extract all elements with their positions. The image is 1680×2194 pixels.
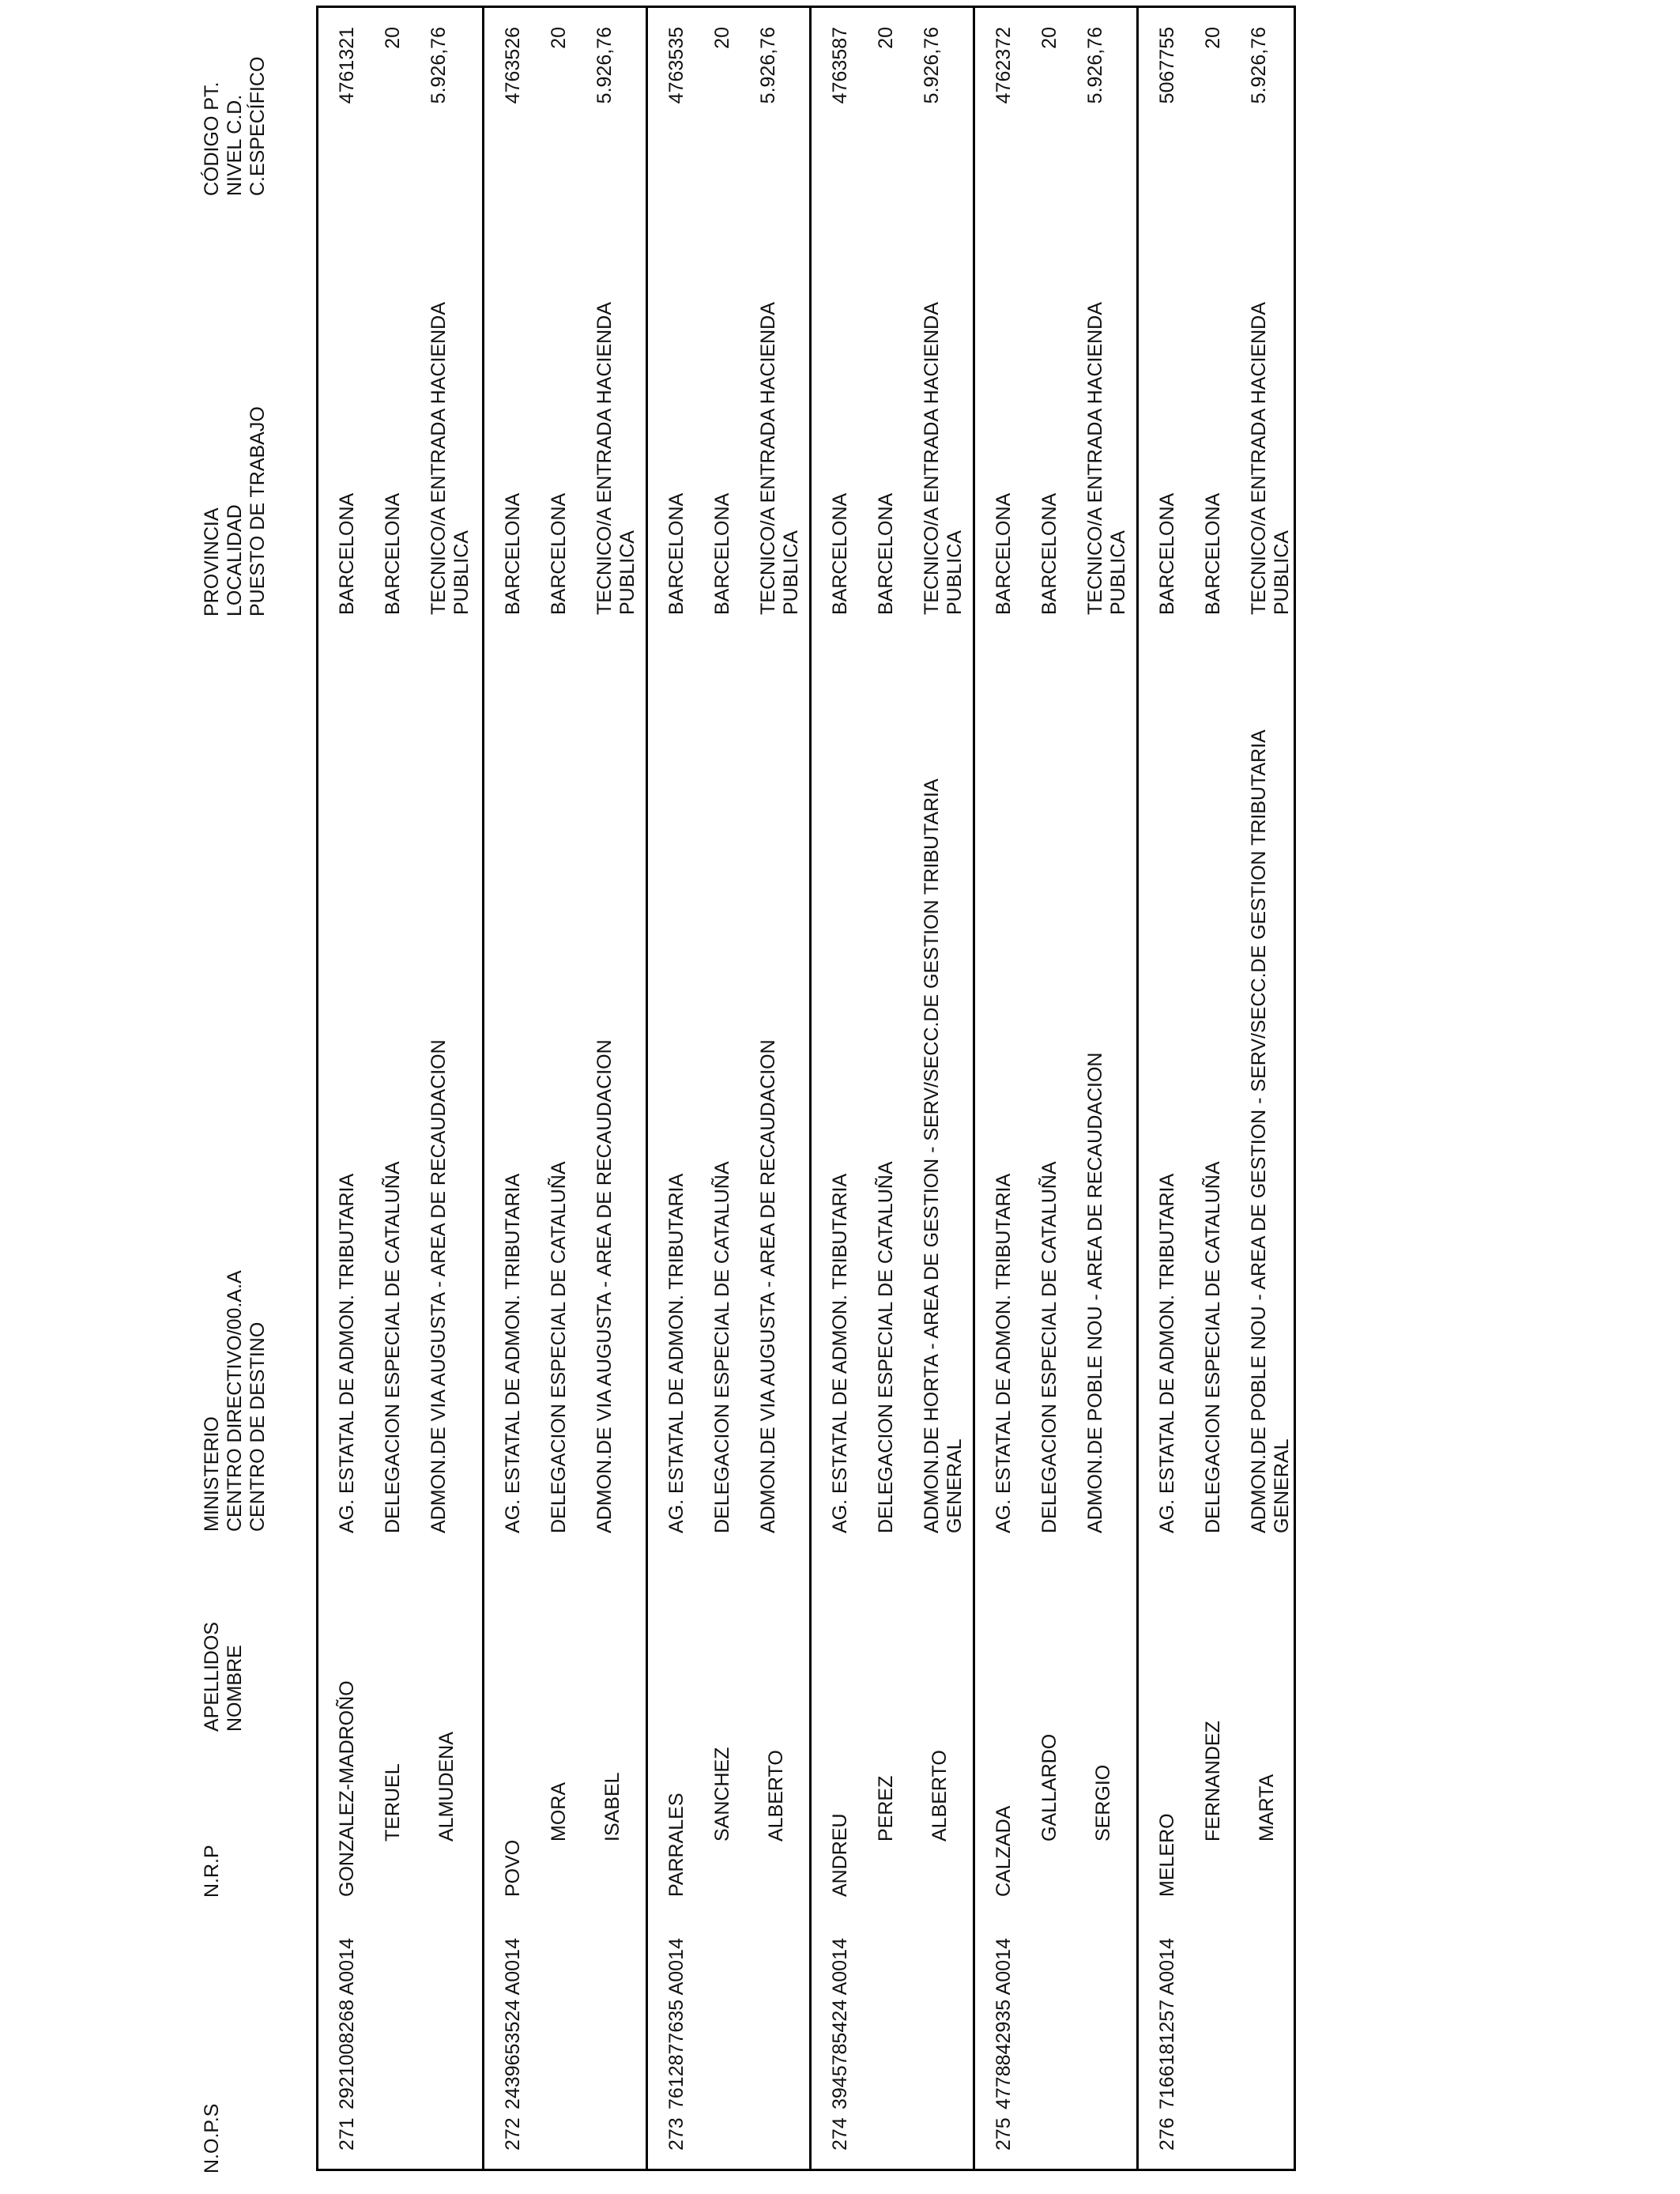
apellido1-cell: POVO: [502, 1839, 524, 1897]
ministerio-cell: AG. ESTATAL DE ADMON. TRIBUTARIA: [502, 1173, 524, 1533]
apellido1-cell: GONZALEZ-MADROÑO: [336, 1680, 358, 1897]
nops-cell: 271: [336, 2117, 358, 2151]
centro-directivo-cell: DELEGACION ESPECIAL DE CATALUÑA: [548, 1161, 570, 1533]
codigo-cell: 4762372: [993, 27, 1015, 104]
nrp-cell: 2439653524 A0014: [502, 1938, 524, 2109]
nops-cell: 272: [502, 2117, 524, 2151]
apellido1-cell: ANDREU: [829, 1813, 851, 1897]
localidad-cell: BARCELONA: [1202, 492, 1224, 615]
table-header: [201, 0, 303, 2194]
nivel-cell: 20: [1038, 27, 1060, 49]
provincia-cell: BARCELONA: [1156, 492, 1178, 615]
centro-destino-cell: ADMON.DE VIA AUGUSTA - AREA DE RECAUDACION: [593, 1039, 616, 1533]
ministerio-cell: AG. ESTATAL DE ADMON. TRIBUTARIA: [336, 1173, 358, 1533]
puesto-cell: TECNICO/A ENTRADA HACIENDA PUBLICA: [428, 303, 473, 615]
centro-directivo-cell: DELEGACION ESPECIAL DE CATALUÑA: [1202, 1161, 1224, 1533]
ministerio-cell: AG. ESTATAL DE ADMON. TRIBUTARIA: [829, 1173, 851, 1533]
localidad-cell: BARCELONA: [875, 492, 897, 615]
provincia-cell: BARCELONA: [829, 492, 851, 615]
nombre-cell: ALBERTO: [765, 1750, 787, 1842]
nivel-cell: 20: [875, 27, 897, 49]
apellido1-cell: PARRALES: [665, 1793, 687, 1897]
codigo-cell: 4763526: [502, 27, 524, 104]
puesto-cell: TECNICO/A ENTRADA HACIENDA PUBLICA: [757, 303, 802, 615]
nrp-cell: 3945785424 A0014: [829, 1938, 851, 2109]
puesto-cell: TECNICO/A ENTRADA HACIENDA PUBLICA: [1248, 303, 1293, 615]
localidad-cell: BARCELONA: [1038, 492, 1060, 615]
apellido2-cell: GALLARDO: [1038, 1733, 1060, 1842]
apellido1-cell: MELERO: [1156, 1813, 1178, 1897]
table-row: [318, 8, 482, 2169]
nops-cell: 274: [829, 2117, 851, 2151]
ministerio-cell: AG. ESTATAL DE ADMON. TRIBUTARIA: [665, 1173, 687, 1533]
localidad-cell: BARCELONA: [548, 492, 570, 615]
header-codigo: CÓDIGO PT. NIVEL C.D. C.ESPECÍFICO: [201, 56, 269, 196]
apellido2-cell: MORA: [548, 1782, 570, 1842]
table-row: [1136, 8, 1300, 2169]
localidad-cell: BARCELONA: [382, 492, 404, 615]
apellido2-cell: FERNANDEZ: [1202, 1721, 1224, 1842]
centro-destino-cell: ADMON.DE POBLE NOU - AREA DE RECAUDACION: [1084, 1052, 1106, 1533]
codigo-cell: 5067755: [1156, 27, 1178, 104]
nrp-cell: 2921008268 A0014: [336, 1938, 358, 2109]
codigo-cell: 4763587: [829, 27, 851, 104]
puesto-cell: TECNICO/A ENTRADA HACIENDA PUBLICA: [921, 303, 966, 615]
nrp-cell: 7612877635 A0014: [665, 1938, 687, 2109]
centro-destino-cell: ADMON.DE VIA AUGUSTA - AREA DE RECAUDACION: [428, 1039, 450, 1533]
codigo-cell: 4763535: [665, 27, 687, 104]
header-nops: N.O.P.S: [201, 2103, 223, 2173]
ministerio-cell: AG. ESTATAL DE ADMON. TRIBUTARIA: [993, 1173, 1015, 1533]
centro-directivo-cell: DELEGACION ESPECIAL DE CATALUÑA: [711, 1161, 733, 1533]
table-row: [973, 8, 1136, 2169]
centro-directivo-cell: DELEGACION ESPECIAL DE CATALUÑA: [875, 1161, 897, 1533]
apellido2-cell: SANCHEZ: [711, 1747, 733, 1842]
especifico-cell: 5.926,76: [1084, 27, 1106, 104]
nops-cell: 275: [993, 2117, 1015, 2151]
codigo-cell: 4761321: [336, 27, 358, 104]
nivel-cell: 20: [382, 27, 404, 49]
centro-destino-cell: ADMON.DE HORTA - AREA DE GESTION - SERV/SECC.DE GESTION TRIBUTARIA GENERAL: [921, 779, 966, 1533]
puesto-cell: TECNICO/A ENTRADA HACIENDA PUBLICA: [593, 303, 638, 615]
nrp-cell: 4778842935 A0014: [993, 1938, 1015, 2109]
apellido1-cell: CALZADA: [993, 1805, 1015, 1897]
apellido2-cell: PEREZ: [875, 1775, 897, 1842]
nombre-cell: MARTA: [1256, 1774, 1278, 1842]
table-row: [809, 8, 973, 2169]
apellido2-cell: TERUEL: [382, 1763, 404, 1842]
centro-destino-cell: ADMON.DE POBLE NOU - AREA DE GESTION - SERV/SECC.DE GESTION TRIBUTARIA GENERAL: [1248, 730, 1293, 1533]
nivel-cell: 20: [711, 27, 733, 49]
centro-destino-cell: ADMON.DE VIA AUGUSTA - AREA DE RECAUDACION: [757, 1039, 779, 1533]
nombre-cell: ISABEL: [601, 1772, 623, 1842]
header-apellidos: APELLIDOS NOMBRE: [201, 1622, 246, 1732]
nops-cell: 273: [665, 2117, 687, 2151]
provincia-cell: BARCELONA: [665, 492, 687, 615]
nombre-cell: SERGIO: [1092, 1764, 1114, 1842]
nrp-cell: 7166181257 A0014: [1156, 1938, 1178, 2109]
nivel-cell: 20: [548, 27, 570, 49]
header-provincia: PROVINCIA LOCALIDAD PUESTO DE TRABAJO: [201, 406, 269, 616]
especifico-cell: 5.926,76: [921, 27, 943, 104]
localidad-cell: BARCELONA: [711, 492, 733, 615]
especifico-cell: 5.926,76: [1248, 27, 1270, 104]
centro-directivo-cell: DELEGACION ESPECIAL DE CATALUÑA: [382, 1161, 404, 1533]
nivel-cell: 20: [1202, 27, 1224, 49]
provincia-cell: BARCELONA: [336, 492, 358, 615]
provincia-cell: BARCELONA: [993, 492, 1015, 615]
especifico-cell: 5.926,76: [757, 27, 779, 104]
nombre-cell: ALBERTO: [929, 1750, 951, 1842]
header-ministerio: MINISTERIO CENTRO DIRECTIVO/00.A.A CENTRO DE DESTINO: [201, 1270, 269, 1532]
centro-directivo-cell: DELEGACION ESPECIAL DE CATALUÑA: [1038, 1161, 1060, 1533]
nops-cell: 276: [1156, 2117, 1178, 2151]
table-row: [482, 8, 646, 2169]
table-row: [646, 8, 809, 2169]
records-table: [316, 6, 1296, 2171]
especifico-cell: 5.926,76: [593, 27, 616, 104]
provincia-cell: BARCELONA: [502, 492, 524, 615]
nombre-cell: ALMUDENA: [435, 1732, 458, 1842]
ministerio-cell: AG. ESTATAL DE ADMON. TRIBUTARIA: [1156, 1173, 1178, 1533]
header-nrp: N.R.P: [201, 1845, 223, 1898]
puesto-cell: TECNICO/A ENTRADA HACIENDA PUBLICA: [1084, 303, 1129, 615]
especifico-cell: 5.926,76: [428, 27, 450, 104]
